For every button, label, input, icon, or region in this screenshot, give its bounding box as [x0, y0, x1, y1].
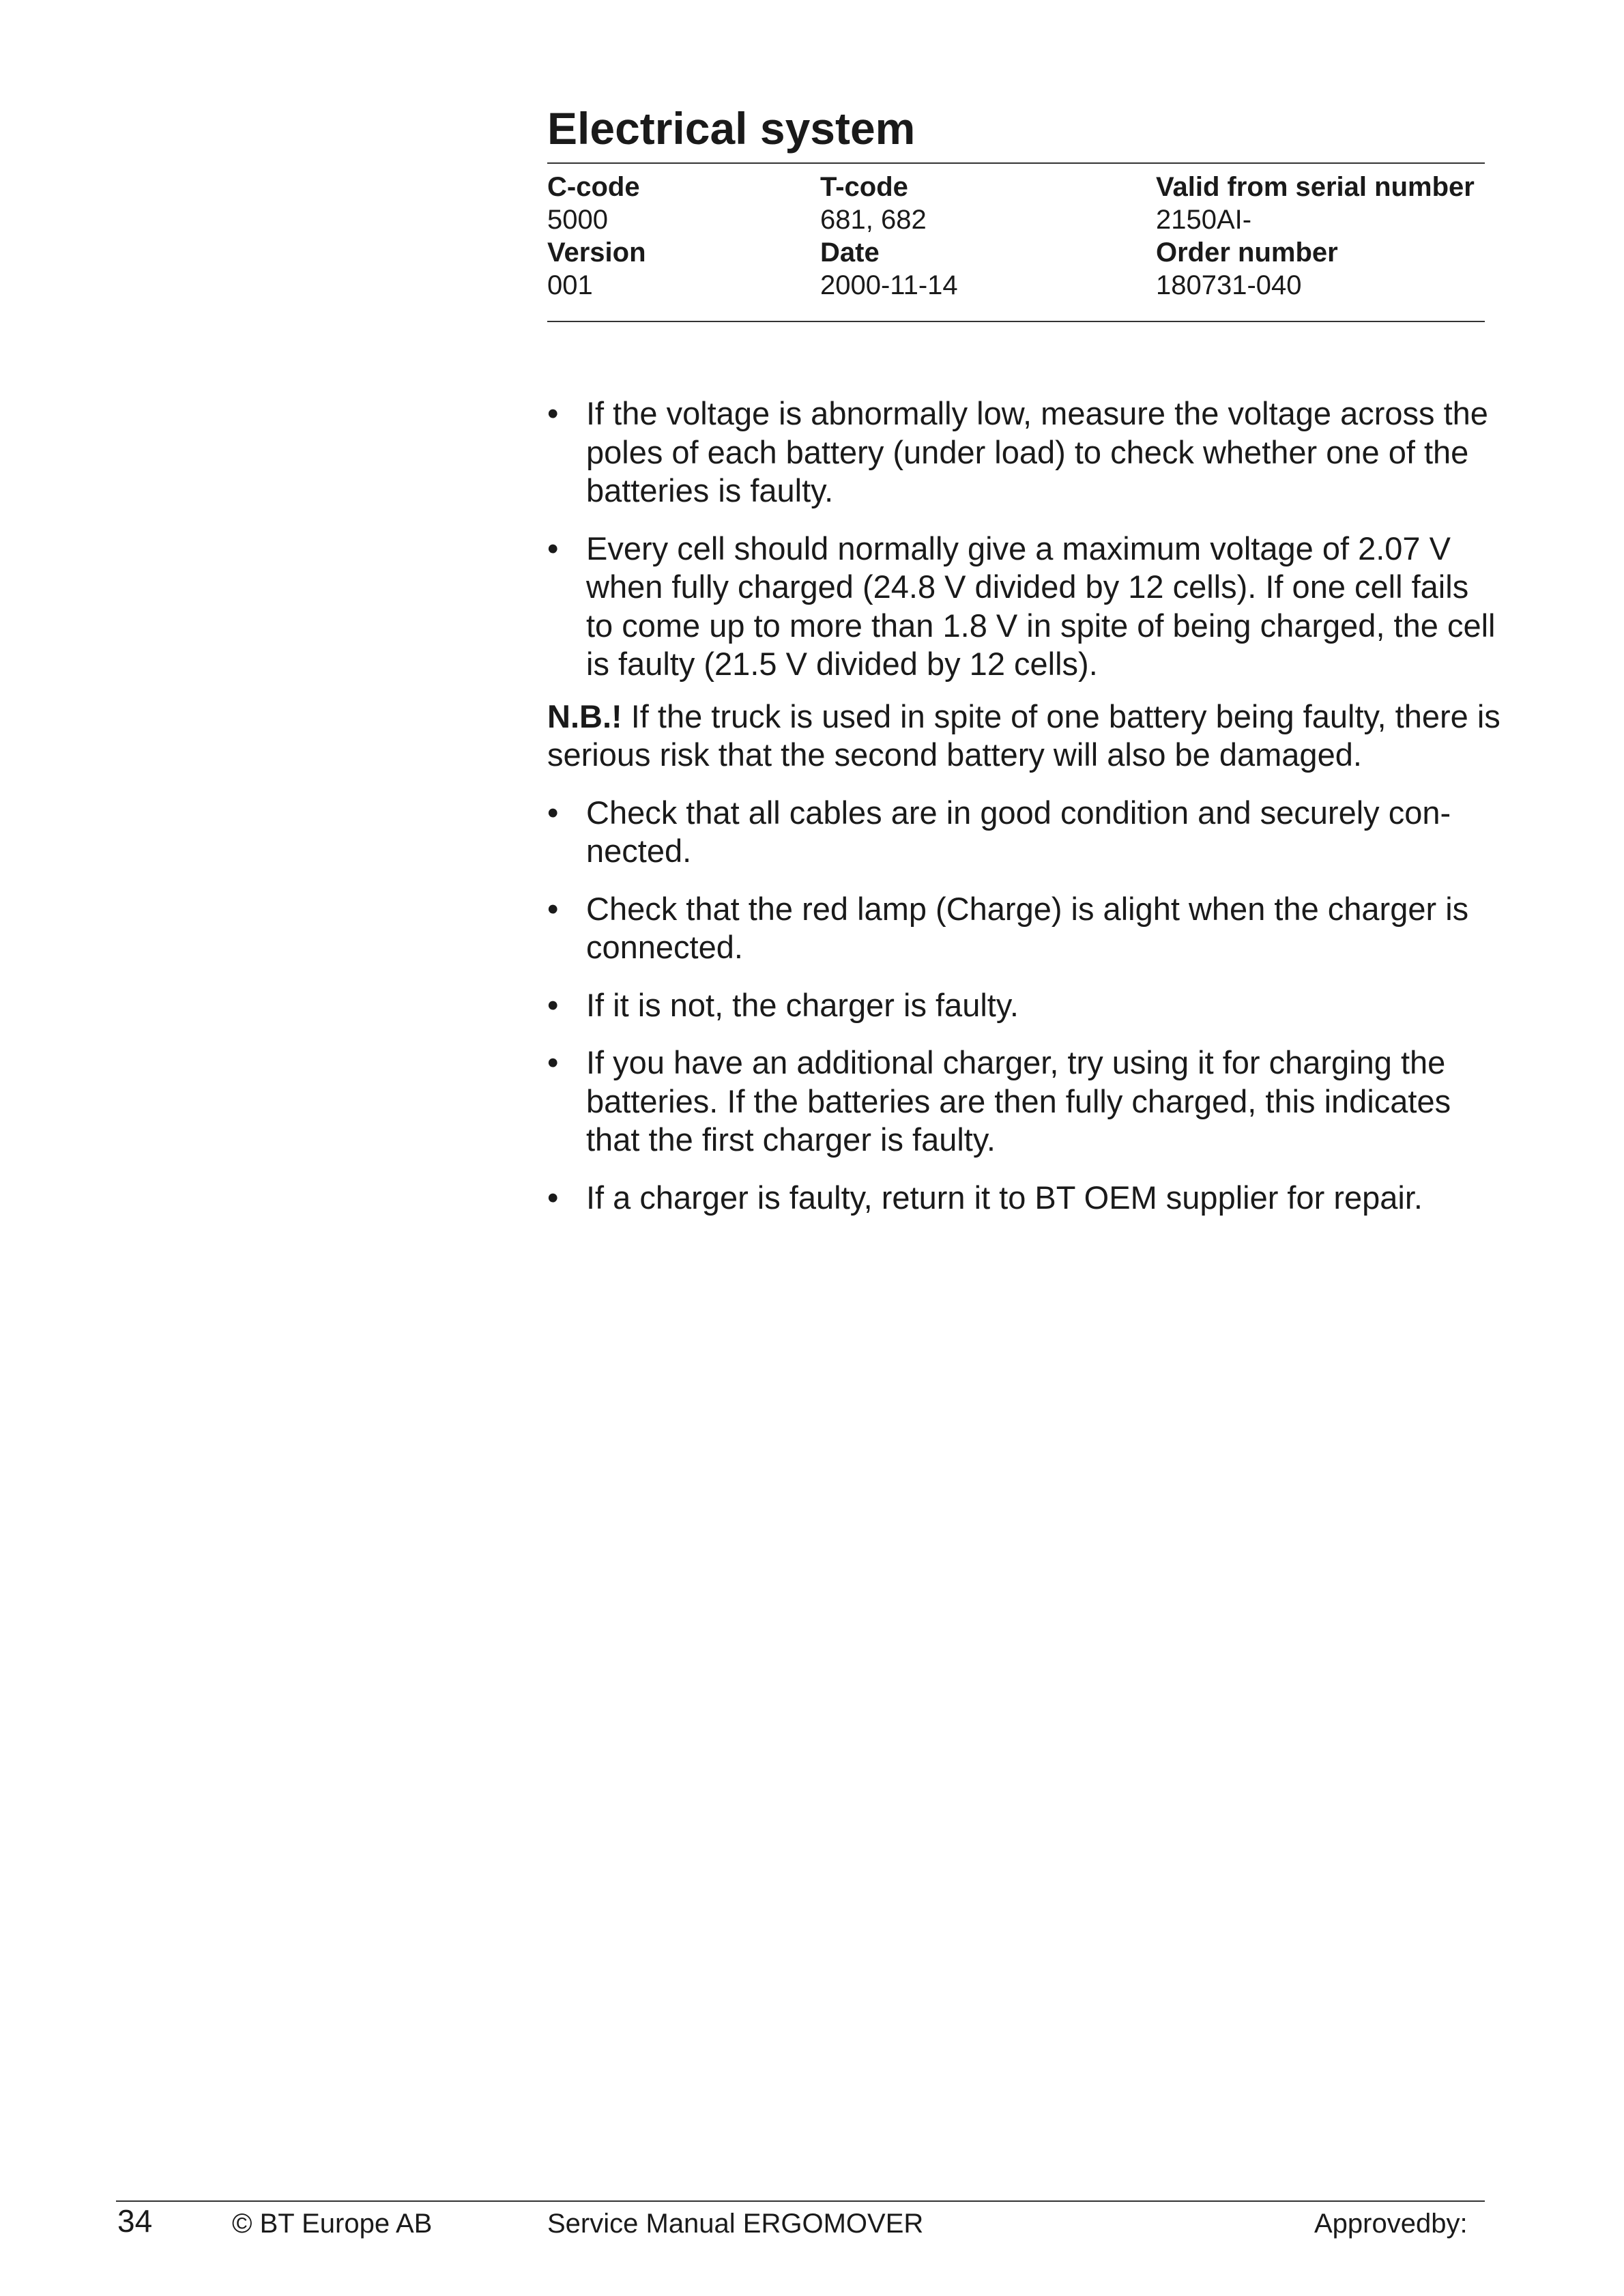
- bullet-text: If a charger is faulty, return it to BT OEM supplier for repair.: [586, 1179, 1423, 1216]
- tcode-label: T-code: [820, 172, 908, 202]
- tcode-value: 681, 682: [820, 205, 927, 235]
- note-text: If the truck is used in spite of one battery being faulty, there is serious risk that the second battery will also be damaged.: [547, 698, 1500, 773]
- page-number: 34: [117, 2203, 153, 2239]
- ccode-value: 5000: [547, 205, 608, 235]
- note-paragraph: [547, 698, 1503, 775]
- serial-label: Valid from serial number: [1156, 172, 1475, 202]
- footer-approved: Approvedby:: [1314, 2209, 1468, 2239]
- ccode-label: C-code: [547, 172, 640, 202]
- list-item: [547, 394, 1503, 511]
- header-rule-bottom: [547, 321, 1485, 322]
- version-label: Version: [547, 238, 646, 268]
- page-title: Electrical system: [547, 103, 916, 154]
- body-content: [547, 394, 1503, 1236]
- footer-manual-title: Service Manual ERGOMOVER: [547, 2209, 924, 2239]
- meta-row-labels-2: [547, 236, 1485, 269]
- meta-row-values-2: [547, 269, 1485, 302]
- bullet-icon: •: [547, 794, 559, 831]
- list-item: [547, 530, 1503, 684]
- list-item: [547, 890, 1503, 967]
- bullet-text: If you have an additional charger, try using it for charging the batteries. If the batteries are then fully charged, this indicates that the first charger is faulty.: [586, 1044, 1451, 1158]
- bullet-icon: •: [547, 530, 559, 566]
- bullet-icon: •: [547, 890, 559, 927]
- order-value: 180731-040: [1156, 270, 1302, 300]
- version-value: 001: [547, 270, 593, 300]
- order-label: Order number: [1156, 238, 1338, 268]
- list-item: [547, 986, 1503, 1025]
- note-label: N.B.!: [547, 698, 622, 734]
- bullet-text: If the voltage is abnormally low, measure the voltage across the poles of each battery (under load) to check whether one of the batteries is faulty.: [586, 395, 1488, 508]
- bullet-icon: •: [547, 1044, 559, 1080]
- footer-rule: [116, 2200, 1485, 2202]
- bullet-text: If it is not, the charger is faulty.: [586, 986, 1019, 1023]
- footer-copyright: © BT Europe AB: [232, 2209, 433, 2239]
- header-rule-top: [547, 162, 1485, 164]
- date-label: Date: [820, 238, 880, 268]
- list-item: [547, 1044, 1503, 1160]
- bullet-text: Check that all cables are in good condition and securely con-nected.: [586, 794, 1451, 869]
- date-value: 2000-11-14: [820, 270, 958, 300]
- serial-value: 2150AI-: [1156, 205, 1252, 235]
- bullet-icon: •: [547, 395, 559, 431]
- list-item: [547, 1179, 1503, 1218]
- bullet-icon: •: [547, 1179, 559, 1216]
- list-item: [547, 794, 1503, 871]
- bullet-text: Every cell should normally give a maximum voltage of 2.07 V when fully charged (24.8 V divided by 12 cells). If one cell fails to come up to more than 1.8 V in spite of being charged, the cell is faulty (21.5 V divided by 12 cells).: [586, 530, 1496, 682]
- meta-row-values-1: [547, 203, 1485, 236]
- bullet-text: Check that the red lamp (Charge) is alight when the charger is connected.: [586, 890, 1469, 965]
- document-meta-table: [547, 171, 1485, 302]
- meta-row-labels-1: [547, 171, 1485, 203]
- bullet-icon: •: [547, 986, 559, 1023]
